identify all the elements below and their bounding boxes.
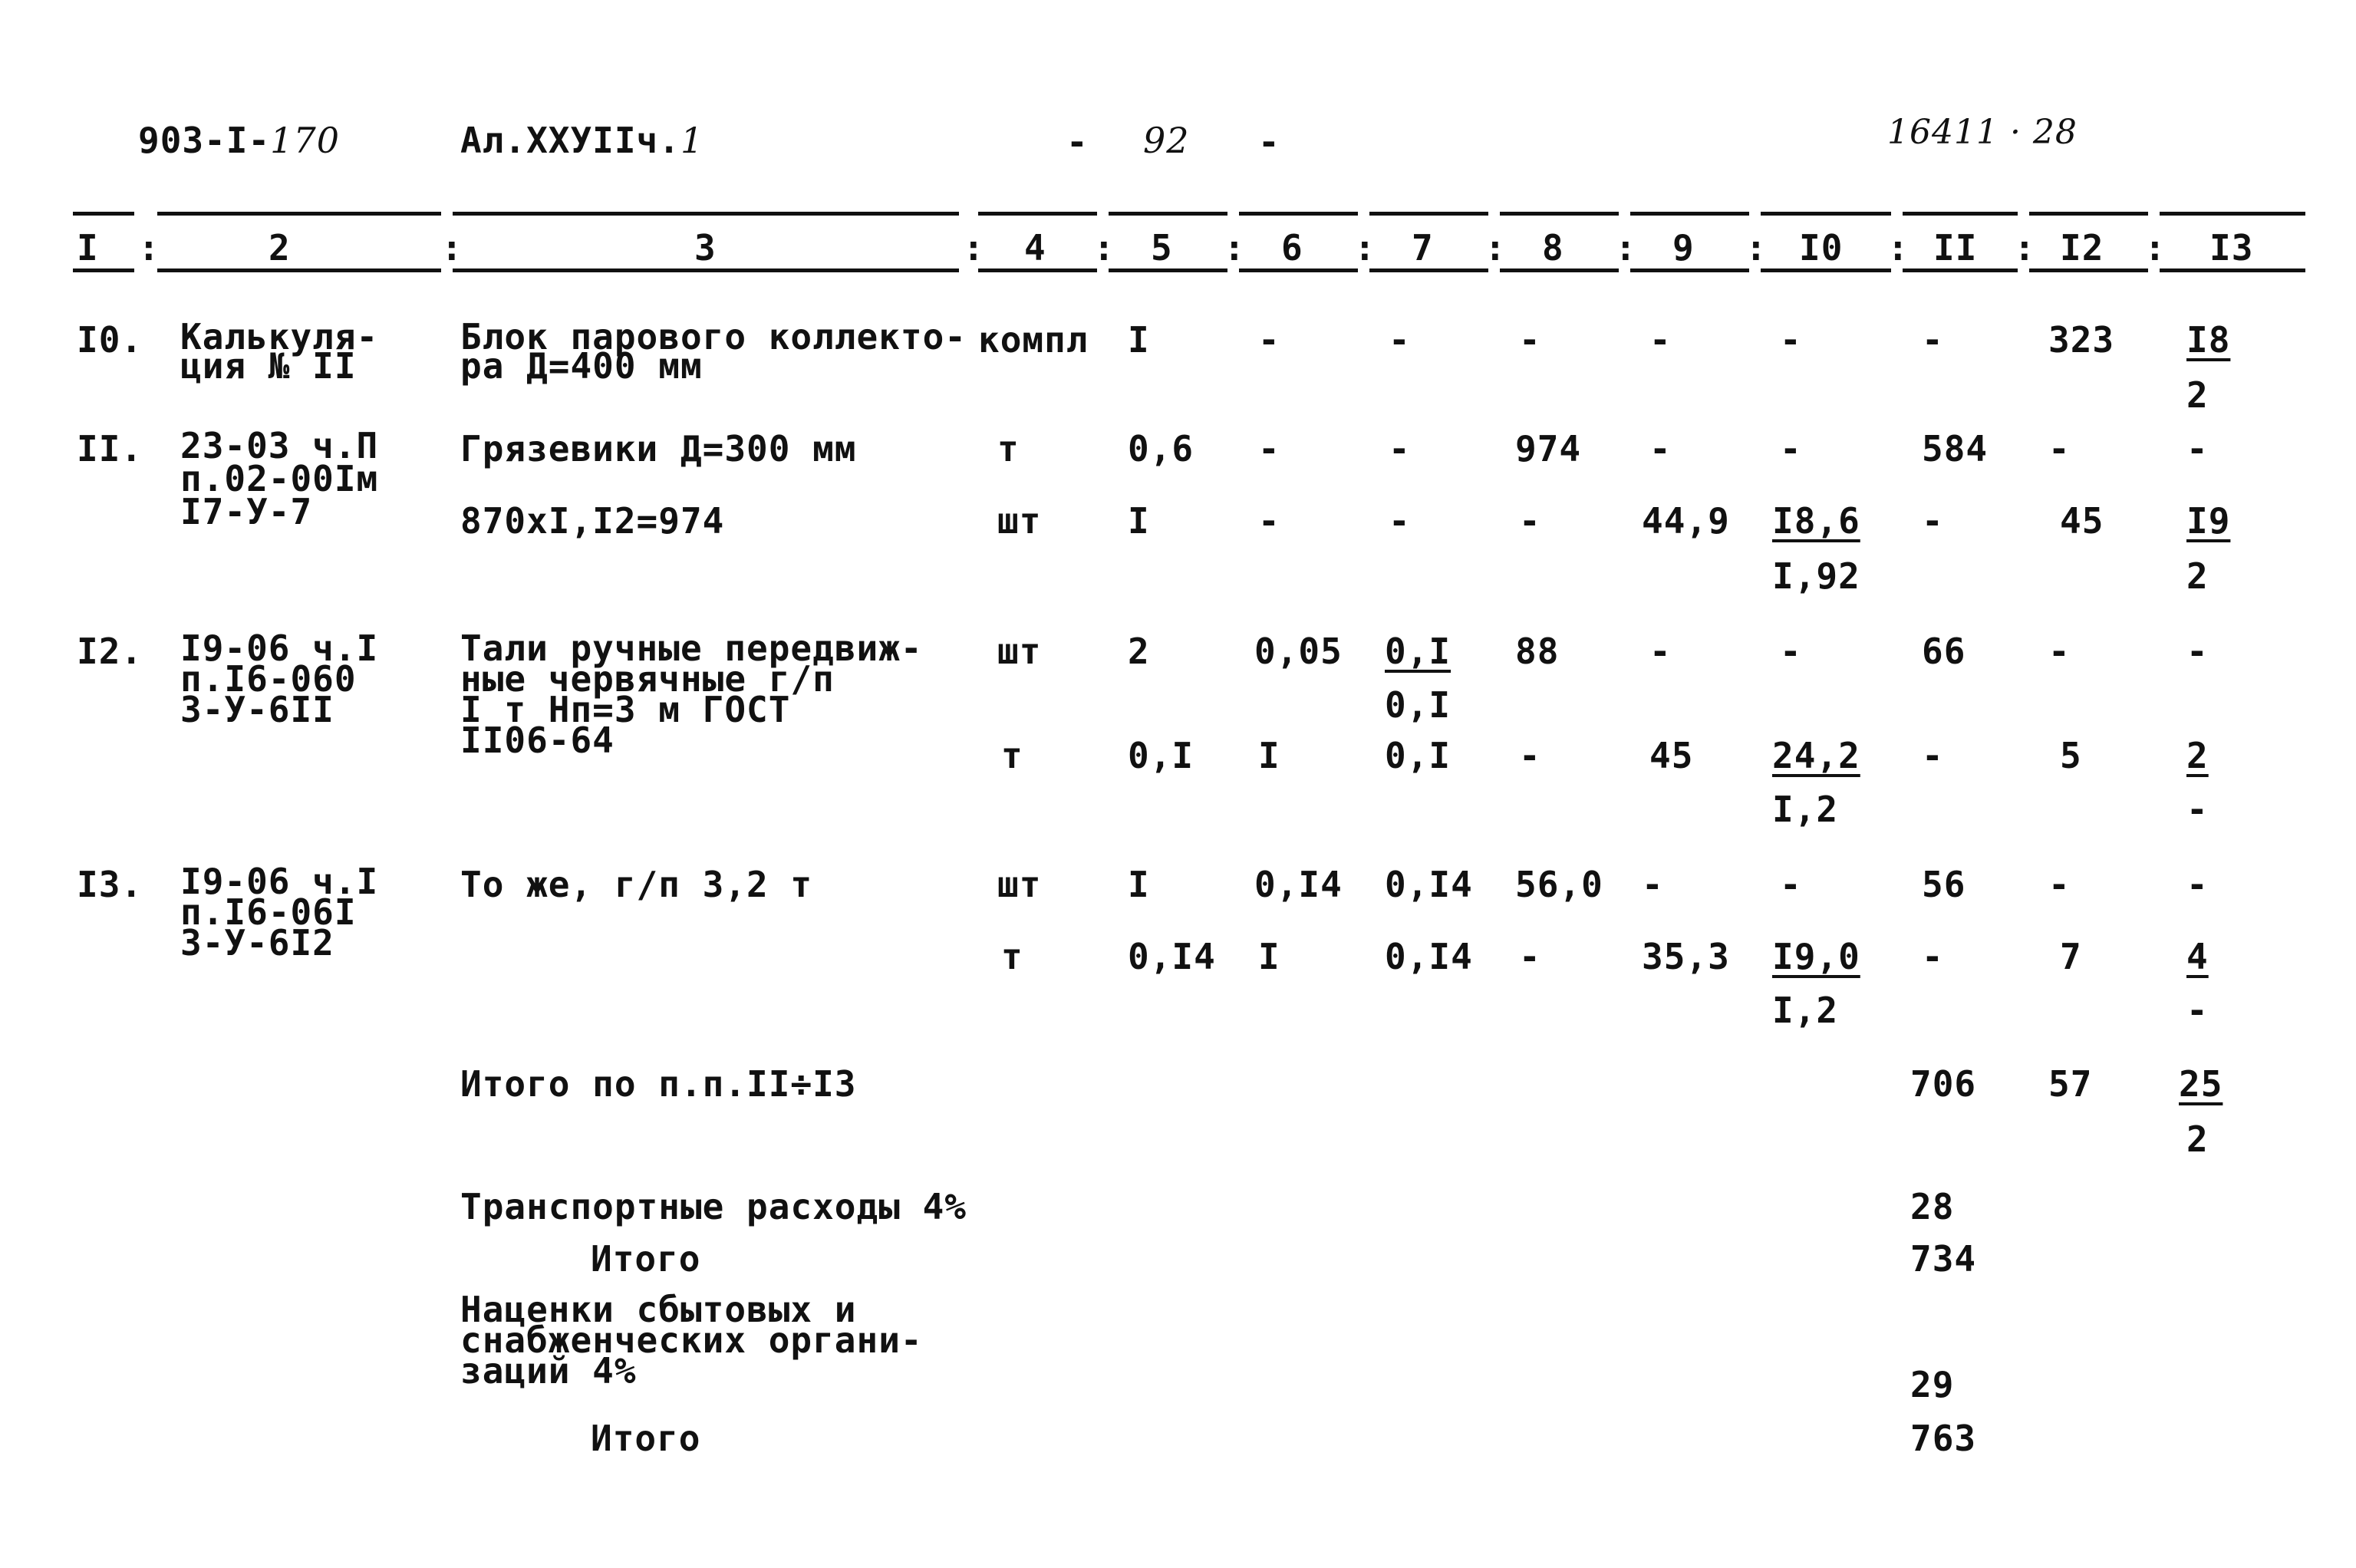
- col-separator: :: [1224, 227, 1246, 268]
- album-ref: [460, 120, 704, 161]
- unit: шт: [997, 864, 1042, 905]
- item-name-line: II06-64: [460, 720, 615, 761]
- cell-c7-top: 0,I: [1385, 631, 1451, 672]
- archive-number: 16411 · 28: [1887, 113, 2078, 152]
- cell-c11: -: [1922, 319, 1944, 361]
- unit: т: [1001, 936, 1023, 977]
- cell-c10: -: [1780, 864, 1802, 905]
- col-header-5: 5: [1151, 227, 1173, 268]
- cell-c6: I: [1258, 936, 1280, 977]
- cell-c11: -: [1922, 500, 1944, 542]
- cell-c13: -: [2186, 864, 2209, 905]
- cell-c6: -: [1258, 500, 1280, 542]
- cell-c11: 66: [1922, 631, 1966, 672]
- item-name-line: ра Д=400 мм: [460, 345, 703, 387]
- cell-c11: -: [1922, 735, 1944, 776]
- item-name-line: ные червячные г/п: [460, 658, 835, 700]
- cell-c6: -: [1258, 319, 1280, 361]
- item-name: 870хI,I2=974: [460, 500, 725, 542]
- page-dash-left: -: [1066, 121, 1089, 163]
- cell-c12: -: [2048, 864, 2071, 905]
- col-header-6: 6: [1281, 227, 1303, 268]
- cell-c8: -: [1519, 936, 1541, 977]
- ref-line: 23-03 ч.П: [180, 425, 379, 466]
- total2-value: 763: [1910, 1418, 1977, 1459]
- col-header-2: 2: [269, 227, 291, 268]
- ref-line: I9-06 ч.I: [180, 861, 379, 902]
- cell-c6: 0,05: [1254, 631, 1343, 672]
- cell-c5: I: [1128, 864, 1150, 905]
- page-number: 92: [1143, 120, 1190, 161]
- cell-c8: -: [1519, 735, 1541, 776]
- item-name-line: Тали ручные передвиж-: [460, 628, 923, 669]
- cell-c8: 974: [1515, 428, 1582, 469]
- cell-c10: -: [1780, 319, 1802, 361]
- cell-c10-top: 24,2: [1772, 735, 1860, 776]
- col-header-8: 8: [1542, 227, 1564, 268]
- cell-c9: 35,3: [1642, 936, 1730, 977]
- cell-c12: -: [2048, 428, 2071, 469]
- ref-line: I7-У-7: [180, 491, 313, 532]
- col-separator: :: [1093, 227, 1115, 268]
- cell-c8: -: [1519, 319, 1541, 361]
- cell-c13-bottom: 2: [2186, 374, 2209, 416]
- unit: шт: [997, 500, 1042, 542]
- cell-c5: I: [1128, 500, 1150, 542]
- cell-c7: 0,I: [1385, 735, 1451, 776]
- cell-c12: 5: [2060, 735, 2082, 776]
- cell-c10-top: I8,6: [1772, 500, 1860, 542]
- doc-code-printed: 903-I-: [138, 120, 271, 161]
- col-separator: :: [963, 227, 985, 268]
- cell-c12: 323: [2048, 319, 2115, 361]
- cell-c5: 0,I: [1128, 735, 1194, 776]
- cell-c6: 0,I4: [1254, 864, 1343, 905]
- cell-c13: -: [2186, 631, 2209, 672]
- col-header-1: I: [77, 227, 99, 268]
- transport-value: 28: [1910, 1186, 1955, 1227]
- subtotal-c13-bottom: 2: [2186, 1118, 2209, 1160]
- cell-c9: 44,9: [1642, 500, 1730, 542]
- total1-label: Итого: [591, 1238, 701, 1280]
- col-header-13: I3: [2209, 227, 2254, 268]
- cell-c6: -: [1258, 428, 1280, 469]
- cell-c5: 0,6: [1128, 428, 1194, 469]
- cell-c10: -: [1780, 631, 1802, 672]
- album-handwritten: 1: [680, 120, 704, 161]
- cell-c12: -: [2048, 631, 2071, 672]
- page-dash-right: -: [1258, 121, 1280, 163]
- col-header-9: 9: [1672, 227, 1695, 268]
- markup-label-line: снабженческих органи-: [460, 1319, 923, 1361]
- doc-code-handwritten: 170: [270, 120, 340, 161]
- total2-label: Итого: [591, 1418, 701, 1459]
- album-printed: Ал.XXУIIч.: [460, 120, 680, 161]
- cell-c5: 0,I4: [1128, 936, 1216, 977]
- col-separator: :: [1615, 227, 1637, 268]
- cell-c7-bottom: 0,I: [1385, 684, 1451, 726]
- ref-line: I9-06 ч.I: [180, 628, 379, 669]
- unit: т: [997, 428, 1020, 469]
- col-header-12: I2: [2060, 227, 2104, 268]
- unit: шт: [997, 631, 1042, 672]
- transport-label: Транспортные расходы 4%: [460, 1186, 967, 1227]
- item-name: Грязевики Д=300 мм: [460, 428, 857, 469]
- cell-c13-top: 4: [2186, 936, 2209, 977]
- cell-c11: 584: [1922, 428, 1989, 469]
- cell-c12: 7: [2060, 936, 2082, 977]
- ref-line: п.I6-060: [180, 658, 357, 700]
- cell-c13-bottom: 2: [2186, 555, 2209, 597]
- col-separator: :: [2014, 227, 2036, 268]
- cell-c9: 45: [1649, 735, 1694, 776]
- cell-c13-top: 2: [2186, 735, 2209, 776]
- ref-line: п.02-00Iм: [180, 458, 379, 499]
- col-separator: :: [441, 227, 463, 268]
- cell-c8: 88: [1515, 631, 1560, 672]
- markup-value: 29: [1910, 1364, 1955, 1405]
- col-header-7: 7: [1412, 227, 1434, 268]
- cell-c7: -: [1389, 428, 1411, 469]
- col-separator: :: [1887, 227, 1910, 268]
- total1-value: 734: [1910, 1238, 1977, 1280]
- cell-c9: -: [1649, 428, 1672, 469]
- cell-c7: -: [1389, 319, 1411, 361]
- doc-code: [138, 120, 340, 161]
- ref-line: Калькуля-: [180, 316, 379, 357]
- subtotal-c11: 706: [1910, 1063, 1977, 1105]
- col-separators: :: [138, 227, 160, 268]
- cell-c7: -: [1389, 500, 1411, 542]
- item-name-line: Блок парового коллекто-: [460, 316, 967, 357]
- col-separator: :: [1745, 227, 1768, 268]
- cell-c13-bottom: -: [2186, 990, 2209, 1031]
- cell-c7: 0,I4: [1385, 936, 1473, 977]
- item-name-line: I т Нп=3 м ГОСТ: [460, 689, 791, 730]
- cell-c7: 0,I4: [1385, 864, 1473, 905]
- ref-line: п.I6-06I: [180, 891, 357, 933]
- subtotal-c13-top: 25: [2179, 1063, 2223, 1105]
- unit: т: [1001, 735, 1023, 776]
- markup-label-line: Наценки сбытовых и: [460, 1289, 857, 1330]
- markup-label-line: заций 4%: [460, 1350, 637, 1392]
- cell-c11: 56: [1922, 864, 1966, 905]
- cell-c13-top: I9: [2186, 500, 2231, 542]
- ref-line: 3-У-6I2: [180, 922, 334, 964]
- col-separator: :: [1354, 227, 1376, 268]
- col-separator: :: [1484, 227, 1507, 268]
- col-header-3: 3: [694, 227, 717, 268]
- col-header-4: 4: [1024, 227, 1046, 268]
- cell-c9: -: [1649, 631, 1672, 672]
- row-number: I3.: [77, 864, 143, 905]
- col-header-10: I0: [1799, 227, 1844, 268]
- cell-c10-bottom: I,92: [1772, 555, 1860, 597]
- cell-c10-bottom: I,2: [1772, 789, 1839, 830]
- cell-c10: -: [1780, 428, 1802, 469]
- cell-c6: I: [1258, 735, 1280, 776]
- row-number: I2.: [77, 631, 143, 672]
- cell-c10-top: I9,0: [1772, 936, 1860, 977]
- row-number: I0.: [77, 319, 143, 361]
- subtotal-label: Итого по п.п.II÷I3: [460, 1063, 857, 1105]
- cell-c13-bottom: -: [2186, 789, 2209, 830]
- item-name: То же, г/п 3,2 т: [460, 864, 813, 905]
- cell-c5: I: [1128, 319, 1150, 361]
- ref-line: 3-У-6II: [180, 689, 334, 730]
- ref-line: ция № II: [180, 345, 357, 387]
- cell-c11: -: [1922, 936, 1944, 977]
- cell-c8: 56,0: [1515, 864, 1603, 905]
- unit: компл: [978, 319, 1089, 361]
- col-header-11: II: [1933, 227, 1978, 268]
- cell-c12: 45: [2060, 500, 2104, 542]
- cell-c5: 2: [1128, 631, 1150, 672]
- row-number: II.: [77, 428, 143, 469]
- cell-c10-bottom: I,2: [1772, 990, 1839, 1031]
- cell-c13: -: [2186, 428, 2209, 469]
- subtotal-c12: 57: [2048, 1063, 2093, 1105]
- cell-c8: -: [1519, 500, 1541, 542]
- col-separator: :: [2144, 227, 2167, 268]
- cell-c13-top: I8: [2186, 319, 2231, 361]
- cell-c9: -: [1642, 864, 1664, 905]
- cell-c9: -: [1649, 319, 1672, 361]
